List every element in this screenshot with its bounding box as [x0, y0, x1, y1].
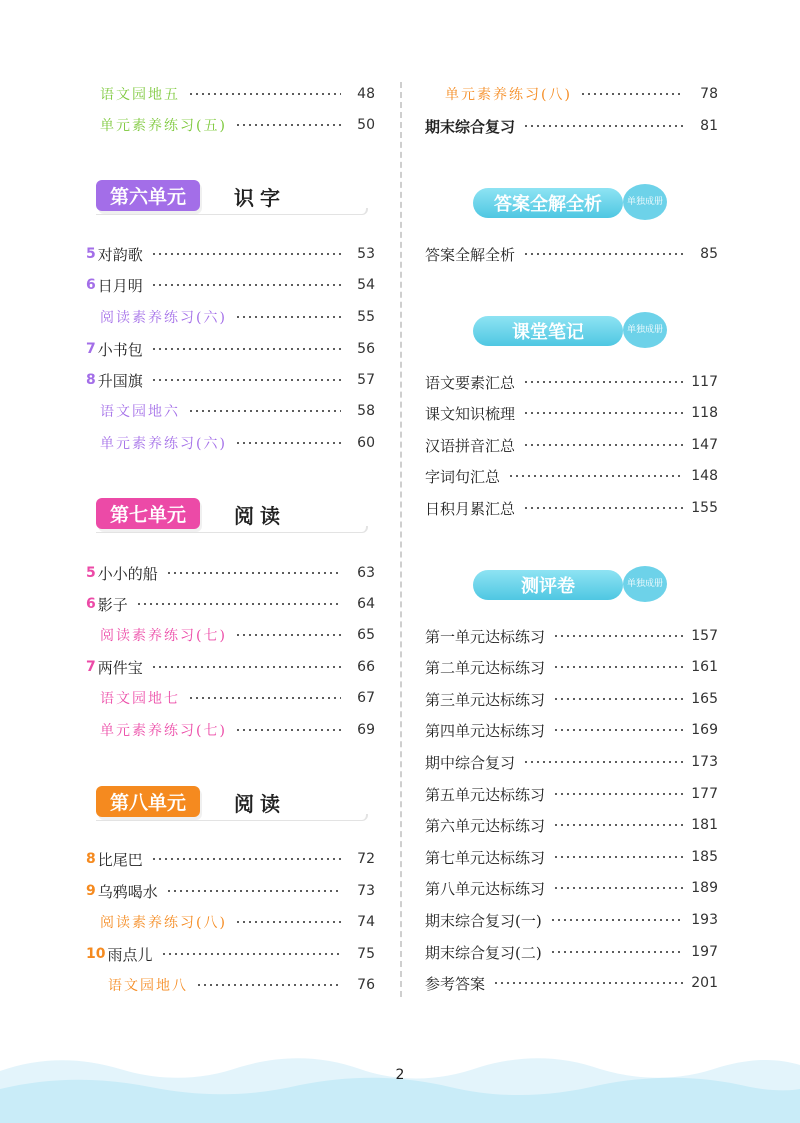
- toc-entry[interactable]: [425, 813, 718, 837]
- toc-entry[interactable]: [425, 782, 718, 806]
- toc-entry[interactable]: [425, 876, 718, 900]
- entry-label: 语文园地六: [100, 404, 180, 420]
- leader-dots: [523, 444, 683, 446]
- unit-badge: 第六单元: [96, 180, 200, 211]
- entry-page: 54: [357, 277, 375, 293]
- leader-dots: [136, 603, 341, 605]
- entry-page: 63: [357, 565, 375, 581]
- entry-label: 阅读素养练习(八): [100, 915, 227, 931]
- entry-page: 48: [357, 86, 375, 102]
- entry-label: 第五单元达标练习: [425, 785, 546, 804]
- entry-page: 165: [691, 691, 718, 707]
- leader-dots: [188, 697, 341, 699]
- answers-section-header: [473, 188, 673, 222]
- toc-entry[interactable]: [100, 305, 375, 329]
- leader-dots: [508, 475, 683, 477]
- entry-label: 语文园地七: [100, 691, 180, 707]
- lesson-number: 7: [86, 659, 96, 675]
- entry-label: 小小的船: [97, 564, 158, 583]
- leader-dots: [523, 507, 683, 509]
- section-title: 课堂笔记: [473, 316, 623, 346]
- toc-entry[interactable]: [425, 496, 718, 520]
- unit-topic: 阅读: [234, 504, 286, 528]
- entry-page: 157: [691, 628, 718, 644]
- leader-dots: [523, 125, 684, 127]
- toc-entry[interactable]: [425, 624, 718, 648]
- toc-entry[interactable]: [425, 845, 718, 869]
- leader-dots: [553, 698, 683, 700]
- entry-label: 对韵歌: [97, 245, 143, 264]
- toc-entry[interactable]: [445, 82, 718, 106]
- unit-badge: 第八单元: [96, 786, 200, 817]
- lesson-number: 9: [86, 883, 96, 899]
- entry-label: 单元素养练习(六): [100, 436, 227, 452]
- toc-entry[interactable]: [86, 879, 375, 903]
- entry-label: 第三单元达标练习: [425, 690, 546, 709]
- entry-label: 两件宝: [97, 658, 143, 677]
- entry-page: 53: [357, 246, 375, 262]
- entry-page: 55: [357, 309, 375, 325]
- lesson-number: 5: [86, 565, 96, 581]
- entry-label: 第六单元达标练习: [425, 816, 546, 835]
- entry-page: 76: [357, 977, 375, 993]
- leader-dots: [151, 284, 341, 286]
- entry-page: 148: [691, 468, 718, 484]
- leader-dots: [161, 953, 342, 955]
- separate-volume-bubble: 单独成册: [623, 312, 667, 348]
- toc-entry[interactable]: [425, 908, 718, 932]
- toc-entry[interactable]: [100, 399, 375, 423]
- entry-label: 小书包: [97, 340, 143, 359]
- toc-entry[interactable]: [100, 910, 375, 934]
- entry-label: 语文园地八: [108, 978, 188, 994]
- entry-page: 57: [357, 372, 375, 388]
- leader-dots: [188, 410, 341, 412]
- leader-dots: [166, 890, 341, 892]
- leader-dots: [196, 984, 341, 986]
- header-underline: [96, 208, 368, 215]
- entry-page: 50: [357, 117, 375, 133]
- leader-dots: [151, 253, 341, 255]
- entry-label: 乌鸦喝水: [97, 882, 158, 901]
- leader-dots: [235, 442, 341, 444]
- unit-topic: 阅读: [234, 792, 286, 816]
- toc-entry[interactable]: [425, 750, 718, 774]
- entry-label: 字词句汇总: [425, 467, 501, 486]
- column-divider: [400, 82, 402, 997]
- entry-label: 日月明: [97, 276, 143, 295]
- entry-label: 期中综合复习: [425, 753, 516, 772]
- leader-dots: [580, 93, 684, 95]
- entry-page: 85: [700, 246, 718, 262]
- entry-page: 66: [357, 659, 375, 675]
- page-number: 2: [395, 1067, 405, 1083]
- leader-dots: [235, 316, 341, 318]
- leader-dots: [235, 124, 341, 126]
- lesson-number: 6: [86, 596, 96, 612]
- leader-dots: [523, 412, 683, 414]
- entry-page: 67: [357, 690, 375, 706]
- toc-entry[interactable]: [86, 847, 375, 871]
- entry-label: 参考答案: [425, 974, 486, 993]
- leader-dots: [523, 761, 683, 763]
- entry-label: 影子: [97, 595, 128, 614]
- leader-dots: [553, 824, 683, 826]
- entry-label: 语文要素汇总: [425, 373, 516, 392]
- leader-dots: [553, 666, 683, 668]
- toc-entry[interactable]: [86, 242, 375, 266]
- entry-page: 177: [691, 786, 718, 802]
- entry-label: 阅读素养练习(六): [100, 310, 227, 326]
- leader-dots: [550, 951, 684, 953]
- entry-label: 期末综合复习(一): [425, 911, 542, 930]
- entry-label: 阅读素养练习(七): [100, 628, 227, 644]
- toc-entry[interactable]: [86, 337, 375, 361]
- separate-volume-bubble: 单独成册: [623, 566, 667, 602]
- unit-badge: 第七单元: [96, 498, 200, 529]
- toc-entry[interactable]: [425, 718, 718, 742]
- lesson-number: 8: [86, 372, 96, 388]
- leader-dots: [235, 634, 341, 636]
- entry-page: 185: [691, 849, 718, 865]
- entry-page: 69: [357, 722, 375, 738]
- entry-page: 169: [691, 722, 718, 738]
- entry-label: 第一单元达标练习: [425, 627, 546, 646]
- entry-label: 课文知识梳理: [425, 404, 516, 423]
- entry-label: 汉语拼音汇总: [425, 436, 516, 455]
- leader-dots: [166, 572, 341, 574]
- entry-page: 74: [357, 914, 375, 930]
- entry-label: 答案全解全析: [425, 245, 516, 264]
- toc-entry[interactable]: [425, 114, 718, 138]
- entry-page: 147: [691, 437, 718, 453]
- toc-entry[interactable]: [86, 942, 375, 966]
- separate-volume-bubble: 单独成册: [623, 184, 667, 220]
- leader-dots: [553, 887, 683, 889]
- entry-page: 56: [357, 341, 375, 357]
- leader-dots: [151, 858, 341, 860]
- toc-entry[interactable]: [86, 592, 375, 616]
- leader-dots: [235, 921, 341, 923]
- lesson-number: 8: [86, 851, 96, 867]
- toc-entry[interactable]: [100, 113, 375, 137]
- leader-dots: [523, 253, 684, 255]
- entry-page: 161: [691, 659, 718, 675]
- toc-entry[interactable]: [425, 940, 718, 964]
- entry-page: 117: [691, 374, 718, 390]
- lesson-number: 7: [86, 341, 96, 357]
- entry-page: 81: [700, 118, 718, 134]
- unit-seven-header: [96, 494, 368, 538]
- entry-page: 155: [691, 500, 718, 516]
- entry-page: 58: [357, 403, 375, 419]
- toc-entry[interactable]: [100, 431, 375, 455]
- section-title: 测评卷: [473, 570, 623, 600]
- entry-page: 64: [357, 596, 375, 612]
- entry-label: 第八单元达标练习: [425, 879, 546, 898]
- entry-page: 60: [357, 435, 375, 451]
- entry-page: 65: [357, 627, 375, 643]
- leader-dots: [151, 666, 341, 668]
- section-title: 答案全解全析: [473, 188, 623, 218]
- leader-dots: [151, 379, 341, 381]
- entry-page: 193: [691, 912, 718, 928]
- entry-page: 189: [691, 880, 718, 896]
- header-underline: [96, 526, 368, 533]
- entry-page: 73: [357, 883, 375, 899]
- toc-entry[interactable]: [86, 655, 375, 679]
- entry-label: 期末综合复习: [425, 117, 516, 136]
- entry-page: 197: [691, 944, 718, 960]
- toc-entry[interactable]: [425, 433, 718, 457]
- leader-dots: [523, 381, 683, 383]
- tests-section-header: [473, 570, 673, 604]
- leader-dots: [151, 348, 341, 350]
- unit-six-header: [96, 176, 368, 220]
- leader-dots: [553, 856, 683, 858]
- entry-page: 118: [691, 405, 718, 421]
- lesson-number: 10: [86, 946, 106, 962]
- entry-page: 173: [691, 754, 718, 770]
- toc-entry[interactable]: [425, 401, 718, 425]
- leader-dots: [188, 93, 341, 95]
- notes-section-header: [473, 316, 673, 350]
- toc-entry[interactable]: [100, 686, 375, 710]
- toc-entry[interactable]: [86, 273, 375, 297]
- entry-page: 181: [691, 817, 718, 833]
- toc-entry[interactable]: [108, 973, 375, 997]
- entry-label: 单元素养练习(八): [445, 87, 572, 103]
- toc-entry[interactable]: [100, 82, 375, 106]
- leader-dots: [550, 919, 684, 921]
- entry-label: 单元素养练习(七): [100, 723, 227, 739]
- toc-entry[interactable]: [86, 368, 375, 392]
- toc-entry[interactable]: [100, 623, 375, 647]
- entry-label: 比尾巴: [97, 850, 143, 869]
- entry-label: 单元素养练习(五): [100, 118, 227, 134]
- header-underline: [96, 814, 368, 821]
- entry-page: 201: [691, 975, 718, 991]
- toc-entry[interactable]: [425, 242, 718, 266]
- entry-label: 第七单元达标练习: [425, 848, 546, 867]
- entry-label: 日积月累汇总: [425, 499, 516, 518]
- entry-page: 78: [700, 86, 718, 102]
- entry-label: 期末综合复习(二): [425, 943, 542, 962]
- lesson-number: 6: [86, 277, 96, 293]
- entry-label: 第二单元达标练习: [425, 658, 546, 677]
- toc-entry[interactable]: [425, 370, 718, 394]
- entry-label: 雨点儿: [107, 945, 153, 964]
- toc-entry[interactable]: [425, 687, 718, 711]
- entry-page: 75: [357, 946, 375, 962]
- toc-entry[interactable]: [425, 971, 718, 995]
- unit-eight-header: [96, 782, 368, 826]
- leader-dots: [553, 635, 683, 637]
- toc-entry[interactable]: [100, 718, 375, 742]
- entry-page: 72: [357, 851, 375, 867]
- leader-dots: [553, 793, 683, 795]
- entry-label: 升国旗: [97, 371, 143, 390]
- toc-entry[interactable]: [425, 655, 718, 679]
- lesson-number: 5: [86, 246, 96, 262]
- unit-topic: 识字: [234, 186, 286, 210]
- entry-label: 第四单元达标练习: [425, 721, 546, 740]
- leader-dots: [553, 729, 683, 731]
- toc-entry[interactable]: [425, 464, 718, 488]
- entry-label: 语文园地五: [100, 87, 180, 103]
- leader-dots: [493, 982, 683, 984]
- toc-entry[interactable]: [86, 561, 375, 585]
- leader-dots: [235, 729, 341, 731]
